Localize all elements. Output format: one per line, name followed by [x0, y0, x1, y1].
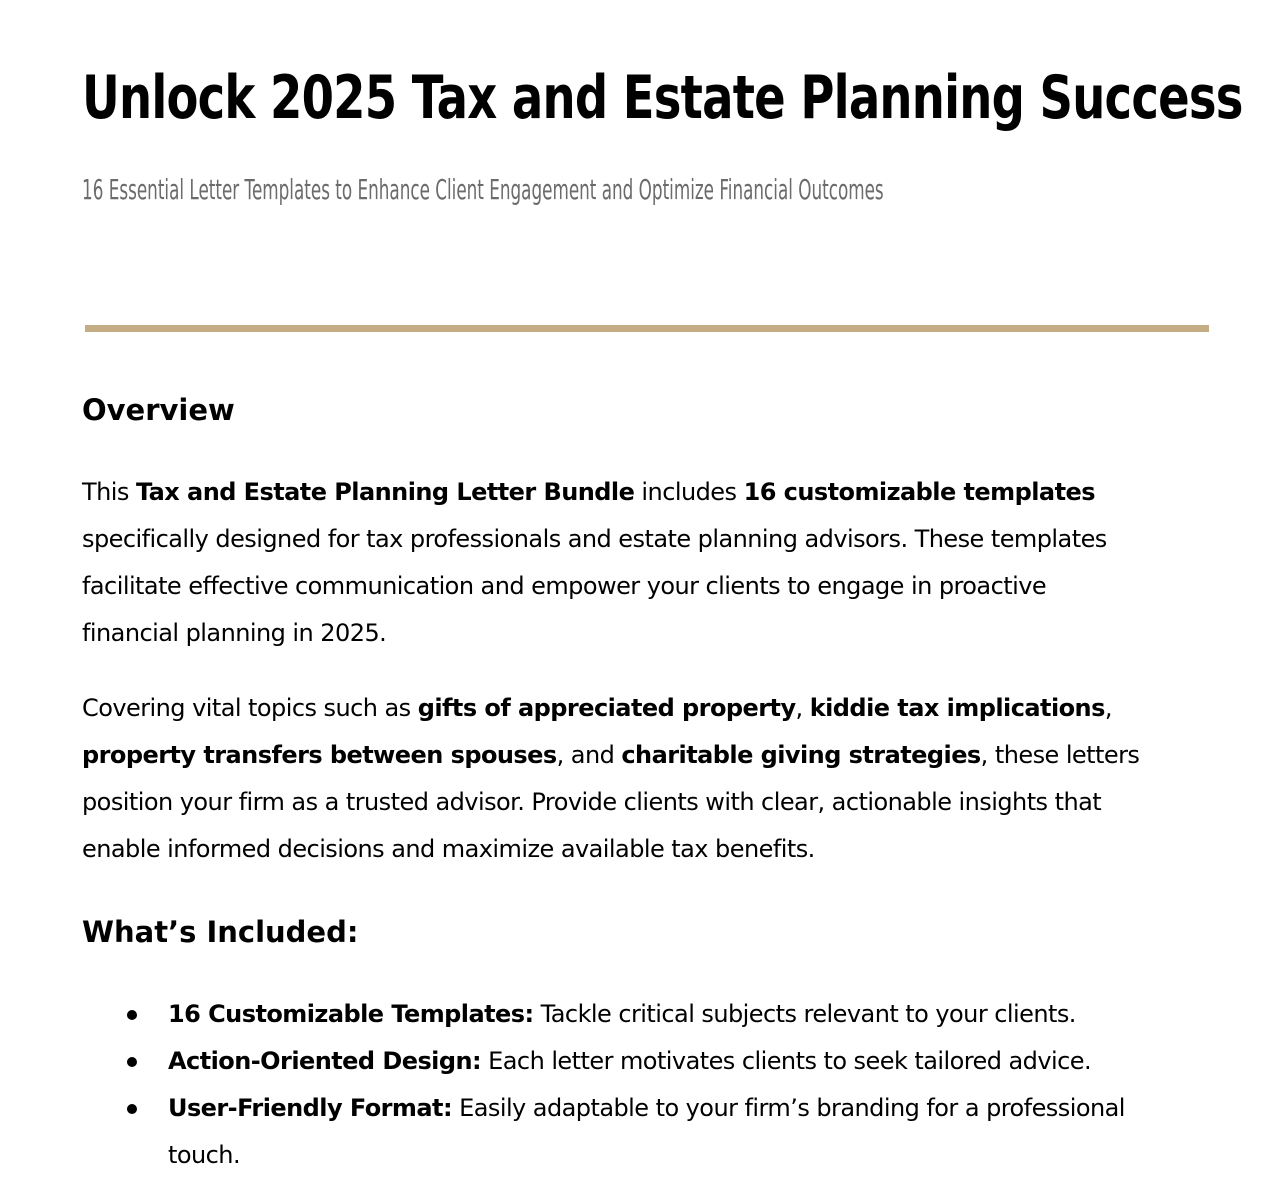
overview-heading: Overview	[82, 393, 235, 427]
bullet-icon	[127, 1010, 137, 1020]
page-subtitle: 16 Essential Letter Templates to Enhance Client Engagement and Optimize Financial Outcomes	[82, 173, 884, 206]
list-item-label: User-Friendly Format:	[168, 1094, 453, 1122]
paragraph-line: facilitate effective communication and empower your clients to engage in proactive	[82, 572, 1047, 600]
bold-topic: property transfers between spouses	[82, 741, 557, 769]
included-list	[82, 991, 1212, 1179]
list-item	[82, 991, 1212, 1038]
whats-included-heading: What’s Included:	[82, 915, 359, 949]
paragraph-line: property transfers between spouses, and charitable giving strategies, these letters	[82, 741, 1140, 769]
bold-bundle-name: Tax and Estate Planning Letter Bundle	[135, 478, 635, 506]
overview-paragraph-1	[82, 469, 1212, 657]
list-item-text: touch.	[168, 1141, 241, 1169]
bullet-icon	[127, 1057, 137, 1067]
overview-paragraph-2	[82, 685, 1212, 873]
paragraph-line: Covering vital topics such as gifts of appreciated property, kiddie tax implications,	[82, 694, 1112, 722]
list-item-label: Action-Oriented Design:	[168, 1047, 482, 1075]
paragraph-line: position your firm as a trusted advisor. Provide clients with clear, actionable insights that	[82, 788, 1102, 816]
list-item-label: 16 Customizable Templates:	[168, 1000, 534, 1028]
bold-topic: gifts of appreciated property	[417, 694, 796, 722]
bold-topic: charitable giving strategies	[621, 741, 981, 769]
paragraph-line: financial planning in 2025.	[82, 619, 387, 647]
list-item-text: Tackle critical subjects relevant to your clients.	[533, 1000, 1076, 1028]
paragraph-line: enable informed decisions and maximize available tax benefits.	[82, 835, 815, 863]
page-title: Unlock 2025 Tax and Estate Planning Success	[82, 63, 1243, 133]
list-item-text: Each letter motivates clients to seek tailored advice.	[481, 1047, 1092, 1075]
list-item-text: Easily adaptable to your firm’s branding for a professional	[452, 1094, 1125, 1122]
section-divider	[85, 325, 1209, 332]
bullet-icon	[127, 1104, 137, 1114]
paragraph-line: This Tax and Estate Planning Letter Bundle includes 16 customizable templates	[82, 478, 1095, 506]
bold-topic: kiddie tax implications	[809, 694, 1105, 722]
list-item	[82, 1038, 1212, 1085]
bold-template-count: 16 customizable templates	[743, 478, 1095, 506]
paragraph-line: specifically designed for tax professionals and estate planning advisors. These templates	[82, 525, 1107, 553]
list-item	[82, 1085, 1212, 1179]
